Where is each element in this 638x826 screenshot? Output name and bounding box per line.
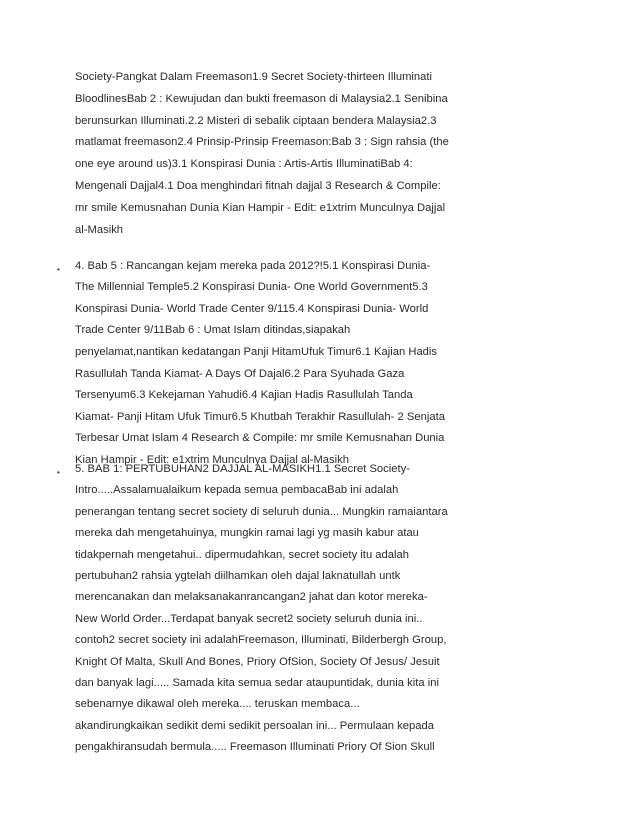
text-line: Intro.....Assalamualaikum kepada semua pembacaBab ini adalah [75,484,399,497]
text-line: pengakhiransudah bermula..... Freemason Illuminati Priory Of Sion Skull [75,741,435,754]
text-line: merencanakan dan melaksanakanrancangan2 jahat dan kotor mereka- [75,591,428,604]
text-line: Terbesar Umat Islam 4 Research & Compile: mr smile Kemusnahan Dunia [75,432,445,445]
text-line: 4. Bab 5 : Rancangan kejam mereka pada 2012?!5.1 Konspirasi Dunia- [75,259,431,272]
text-line: akandirungkaikan sedikit demi sedikit persoalan ini... Permulaan kepada [75,719,435,732]
text-line: Kiamat- Panji Hitam Ufuk Timur6.5 Khutbah Terakhir Rasullulah- 2 Senjata [75,410,445,423]
text-line: penyelamat,nantikan kedatangan Panji HitamUfuk Timur6.1 Kajian Hadis [75,345,438,358]
text-line: Trade Center 9/11Bab 6 : Umat Islam ditindas,siapakah [75,324,351,337]
text-line: Knight Of Malta, Skull And Bones, Priory OfSion, Society Of Jesus/ Jesuit [75,655,440,668]
text-line: matlamat freemason2.4 Prinsip-Prinsip Freemason:Bab 3 : Sign rahsia (the [75,136,449,149]
text-line: Society-Pangkat Dalam Freemason1.9 Secret Society-thirteen Illuminati [75,71,433,83]
text-line: The Millennial Temple5.2 Konspirasi Dunia- One World Government5.3 [75,281,428,294]
text-line: sebenarnye dikawal oleh mereka.... teruskan membaca... [75,698,360,711]
text-line: Tersenyum6.3 Kekejaman Yahudi6.4 Kajian Hadis Rasullulah Tanda [75,389,413,402]
text-line: mr smile Kemusnahan Dunia Kian Hampir - Edit: e1xtrim Munculnya Dajjal [75,201,446,214]
text-line: New World Order...Terdapat banyak secret2 society seluruh dunia ini.. [75,612,423,625]
text-line: penerangan tentang secret society di seluruh dunia... Mungkin ramaiantara [75,505,448,518]
text-line: al-Masikh [75,223,124,236]
text-line: BloodlinesBab 2 : Kewujudan dan bukti freemason di Malaysia2.1 Senibina [75,92,448,105]
text-line: 5. BAB 1: PERTUBUHAN2 DAJJAL AL-MASIKH1.1 Secret Society- [75,463,411,475]
text-line: pertubuhan2 rahsia ygtelah diilhamkan oleh dajal laknatullah untk [75,570,401,582]
text-line: dan banyak lagi..... Samada kita semua sedar ataupuntidak, dunia kita ini [75,677,440,689]
text-line: berunsurkan Illuminati.2.2 Misteri di sebalik ciptaan bendera Malaysia2.3 [75,114,437,127]
bullet-icon: • [57,264,60,274]
bullet-icon: • [57,468,60,477]
text-line: tidakpernah mengetahui.. dipermudahkan, secret society itu adalah [75,548,410,561]
text-line: one eye around us)3.1 Konspirasi Dunia : Artis-Artis IlluminatiBab 4: [75,158,413,171]
text-line: mereka dah mengetahuinya, mungkin ramai lagi yg masih kabur atau [75,527,419,540]
text-line: Konspirasi Dunia- World Trade Center 9/115.4 Konspirasi Dunia- World [75,302,429,315]
text-line: Kian Hampir - Edit: e1xtrim Munculnya Dajjal al-Masikh [75,453,350,466]
text-line: contoh2 secret society ini adalahFreemason, Illuminati, Bilderbergh Group, [75,634,447,647]
text-line: Mengenali Dajjal4.1 Doa menghindari fitnah dajjal 3 Research & Compile: [75,180,441,192]
text-line: Rasullulah Tanda Kiamat- A Days Of Dajal6.2 Para Syuhada Gaza [75,367,405,380]
